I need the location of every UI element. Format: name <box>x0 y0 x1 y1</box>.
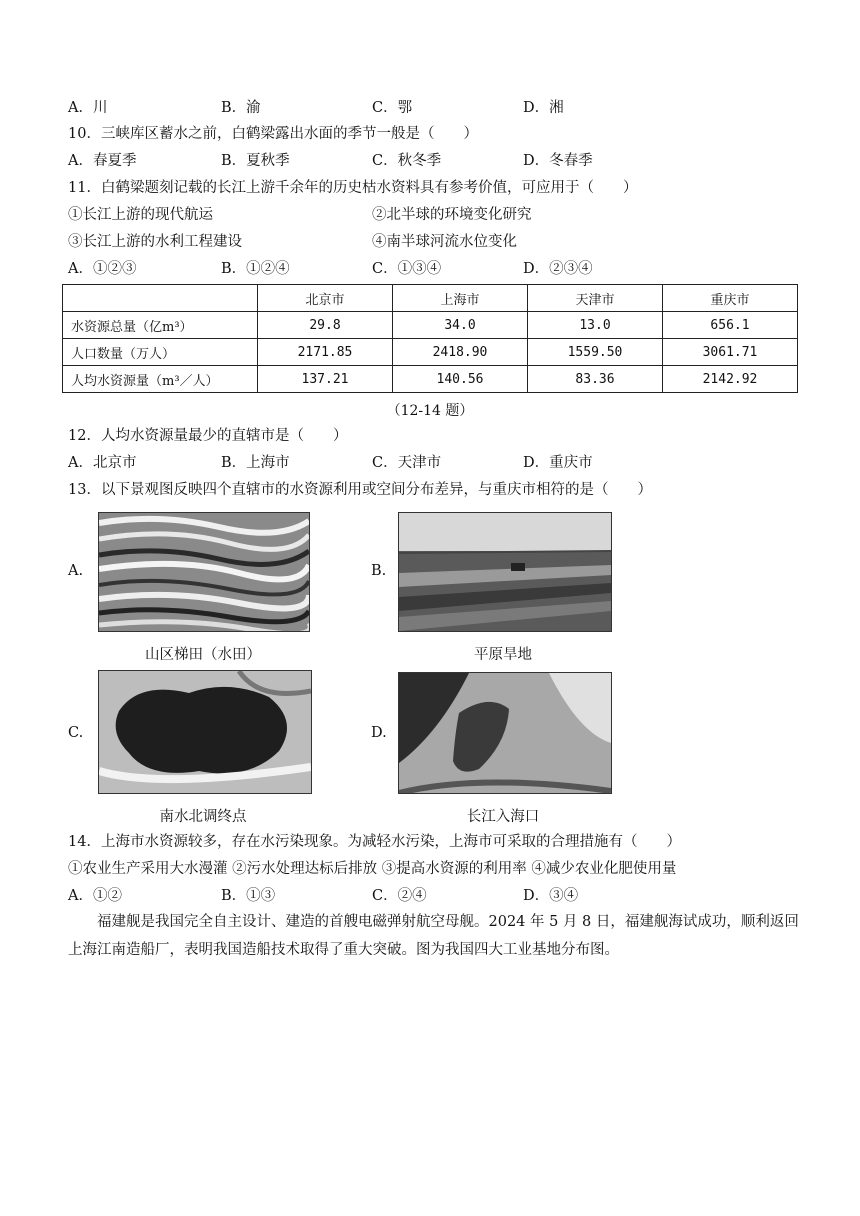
q13-stem: 13．以下景观图反映四个直辖市的水资源利用或空间分布差异，与重庆市相符的是（ ） <box>68 482 652 498</box>
table-row-label: 人均水资源量（m³／人） <box>63 366 258 393</box>
photo-a-letter: A. <box>68 563 84 579</box>
table-cell: 13.0 <box>528 312 663 339</box>
q10-option-b: B．夏秋季 <box>221 153 290 169</box>
photo-d-letter: D. <box>371 725 387 741</box>
table-header-cell: 重庆市 <box>663 285 798 312</box>
table-row-label: 水资源总量（亿m³） <box>63 312 258 339</box>
passage-text: 福建舰是我国完全自主设计、建造的首艘电磁弹射航空母舰。2024 年 5 月 8 日，福建舰海试成功，顺利返回上海江南造船厂，表明我国造船技术取得了重大突破。图为我国四大工业基地分布图。 <box>68 914 799 958</box>
photo-b-caption: 平原旱地 <box>474 647 532 663</box>
q11-statement-1: ①长江上游的现代航运 <box>68 207 213 223</box>
photo-c-letter: C. <box>68 725 84 741</box>
q10-stem: 10．三峡库区蓄水之前，白鹤梁露出水面的季节一般是（ ） <box>68 126 478 142</box>
q12-option-d: D．重庆市 <box>523 455 593 471</box>
q9-option-b: B．渝 <box>221 100 261 116</box>
q10-option-d: D．冬春季 <box>523 153 593 169</box>
table-row <box>63 339 798 366</box>
table-cell: 137.21 <box>258 366 393 393</box>
q9-option-c: C．鄂 <box>372 100 413 116</box>
q11-option-b: B．①②④ <box>221 261 290 277</box>
table-header-cell <box>63 285 258 312</box>
photo-c-caption: 南水北调终点 <box>159 809 247 825</box>
q14-stem: 14．上海市水资源较多，存在水污染现象。为减轻水污染，上海市可采取的合理措施有（ ） <box>68 834 681 850</box>
q11-option-a: A．①②③ <box>68 261 137 277</box>
photo-b-letter: B. <box>371 563 387 579</box>
q10-option-a: A．春夏季 <box>68 153 137 169</box>
q12-stem: 12．人均水资源量最少的直辖市是（ ） <box>68 428 348 444</box>
plain-dryland-photo <box>398 512 612 632</box>
q11-statement-4: ④南半球河流水位变化 <box>372 234 517 250</box>
q10-option-c: C．秋冬季 <box>372 153 442 169</box>
terraced-fields-photo <box>98 512 310 632</box>
q11-stem: 11．白鹤梁题刻记载的长江上游千余年的历史枯水资料具有参考价值，可应用于（ ） <box>68 180 638 196</box>
table-cell: 140.56 <box>393 366 528 393</box>
q12-option-a: A．北京市 <box>68 455 137 471</box>
table-row <box>63 366 798 393</box>
water-resources-table <box>62 284 798 393</box>
q14-statements: ①农业生产采用大水漫灌 ②污水处理达标后排放 ③提高水资源的利用率 ④减少农业化肥使用量 <box>68 861 677 877</box>
q11-option-d: D．②③④ <box>523 261 593 277</box>
q9-option-a: A．川 <box>68 100 108 116</box>
table-row <box>63 312 798 339</box>
q9-option-d: D．湘 <box>523 100 564 116</box>
q14-option-b: B．①③ <box>221 888 276 904</box>
q11-statement-2: ②北半球的环境变化研究 <box>372 207 532 223</box>
q11-option-c: C．①③④ <box>372 261 442 277</box>
table-cell: 656.1 <box>663 312 798 339</box>
table-cell: 29.8 <box>258 312 393 339</box>
table-cell: 1559.50 <box>528 339 663 366</box>
table-header-cell: 北京市 <box>258 285 393 312</box>
photo-d-caption: 长江入海口 <box>466 809 540 825</box>
table-cell: 2418.90 <box>393 339 528 366</box>
q14-option-c: C．②④ <box>372 888 427 904</box>
table-cell: 3061.71 <box>663 339 798 366</box>
table-header-cell: 天津市 <box>528 285 663 312</box>
table-cell: 2171.85 <box>258 339 393 366</box>
table-cell: 83.36 <box>528 366 663 393</box>
photo-a-caption: 山区梯田（水田） <box>145 647 261 663</box>
table-header-row <box>63 285 798 312</box>
table-cell: 2142.92 <box>663 366 798 393</box>
table-header-cell: 上海市 <box>393 285 528 312</box>
q14-option-d: D．③④ <box>523 888 579 904</box>
reservoir-photo <box>98 670 312 794</box>
q12-option-b: B．上海市 <box>221 455 290 471</box>
q12-option-c: C．天津市 <box>372 455 442 471</box>
table-caption: （12-14 题） <box>386 403 474 419</box>
table-row-label: 人口数量（万人） <box>63 339 258 366</box>
q14-option-a: A．①② <box>68 888 122 904</box>
q11-statement-3: ③长江上游的水利工程建设 <box>68 234 242 250</box>
estuary-photo <box>398 672 612 794</box>
table-cell: 34.0 <box>393 312 528 339</box>
